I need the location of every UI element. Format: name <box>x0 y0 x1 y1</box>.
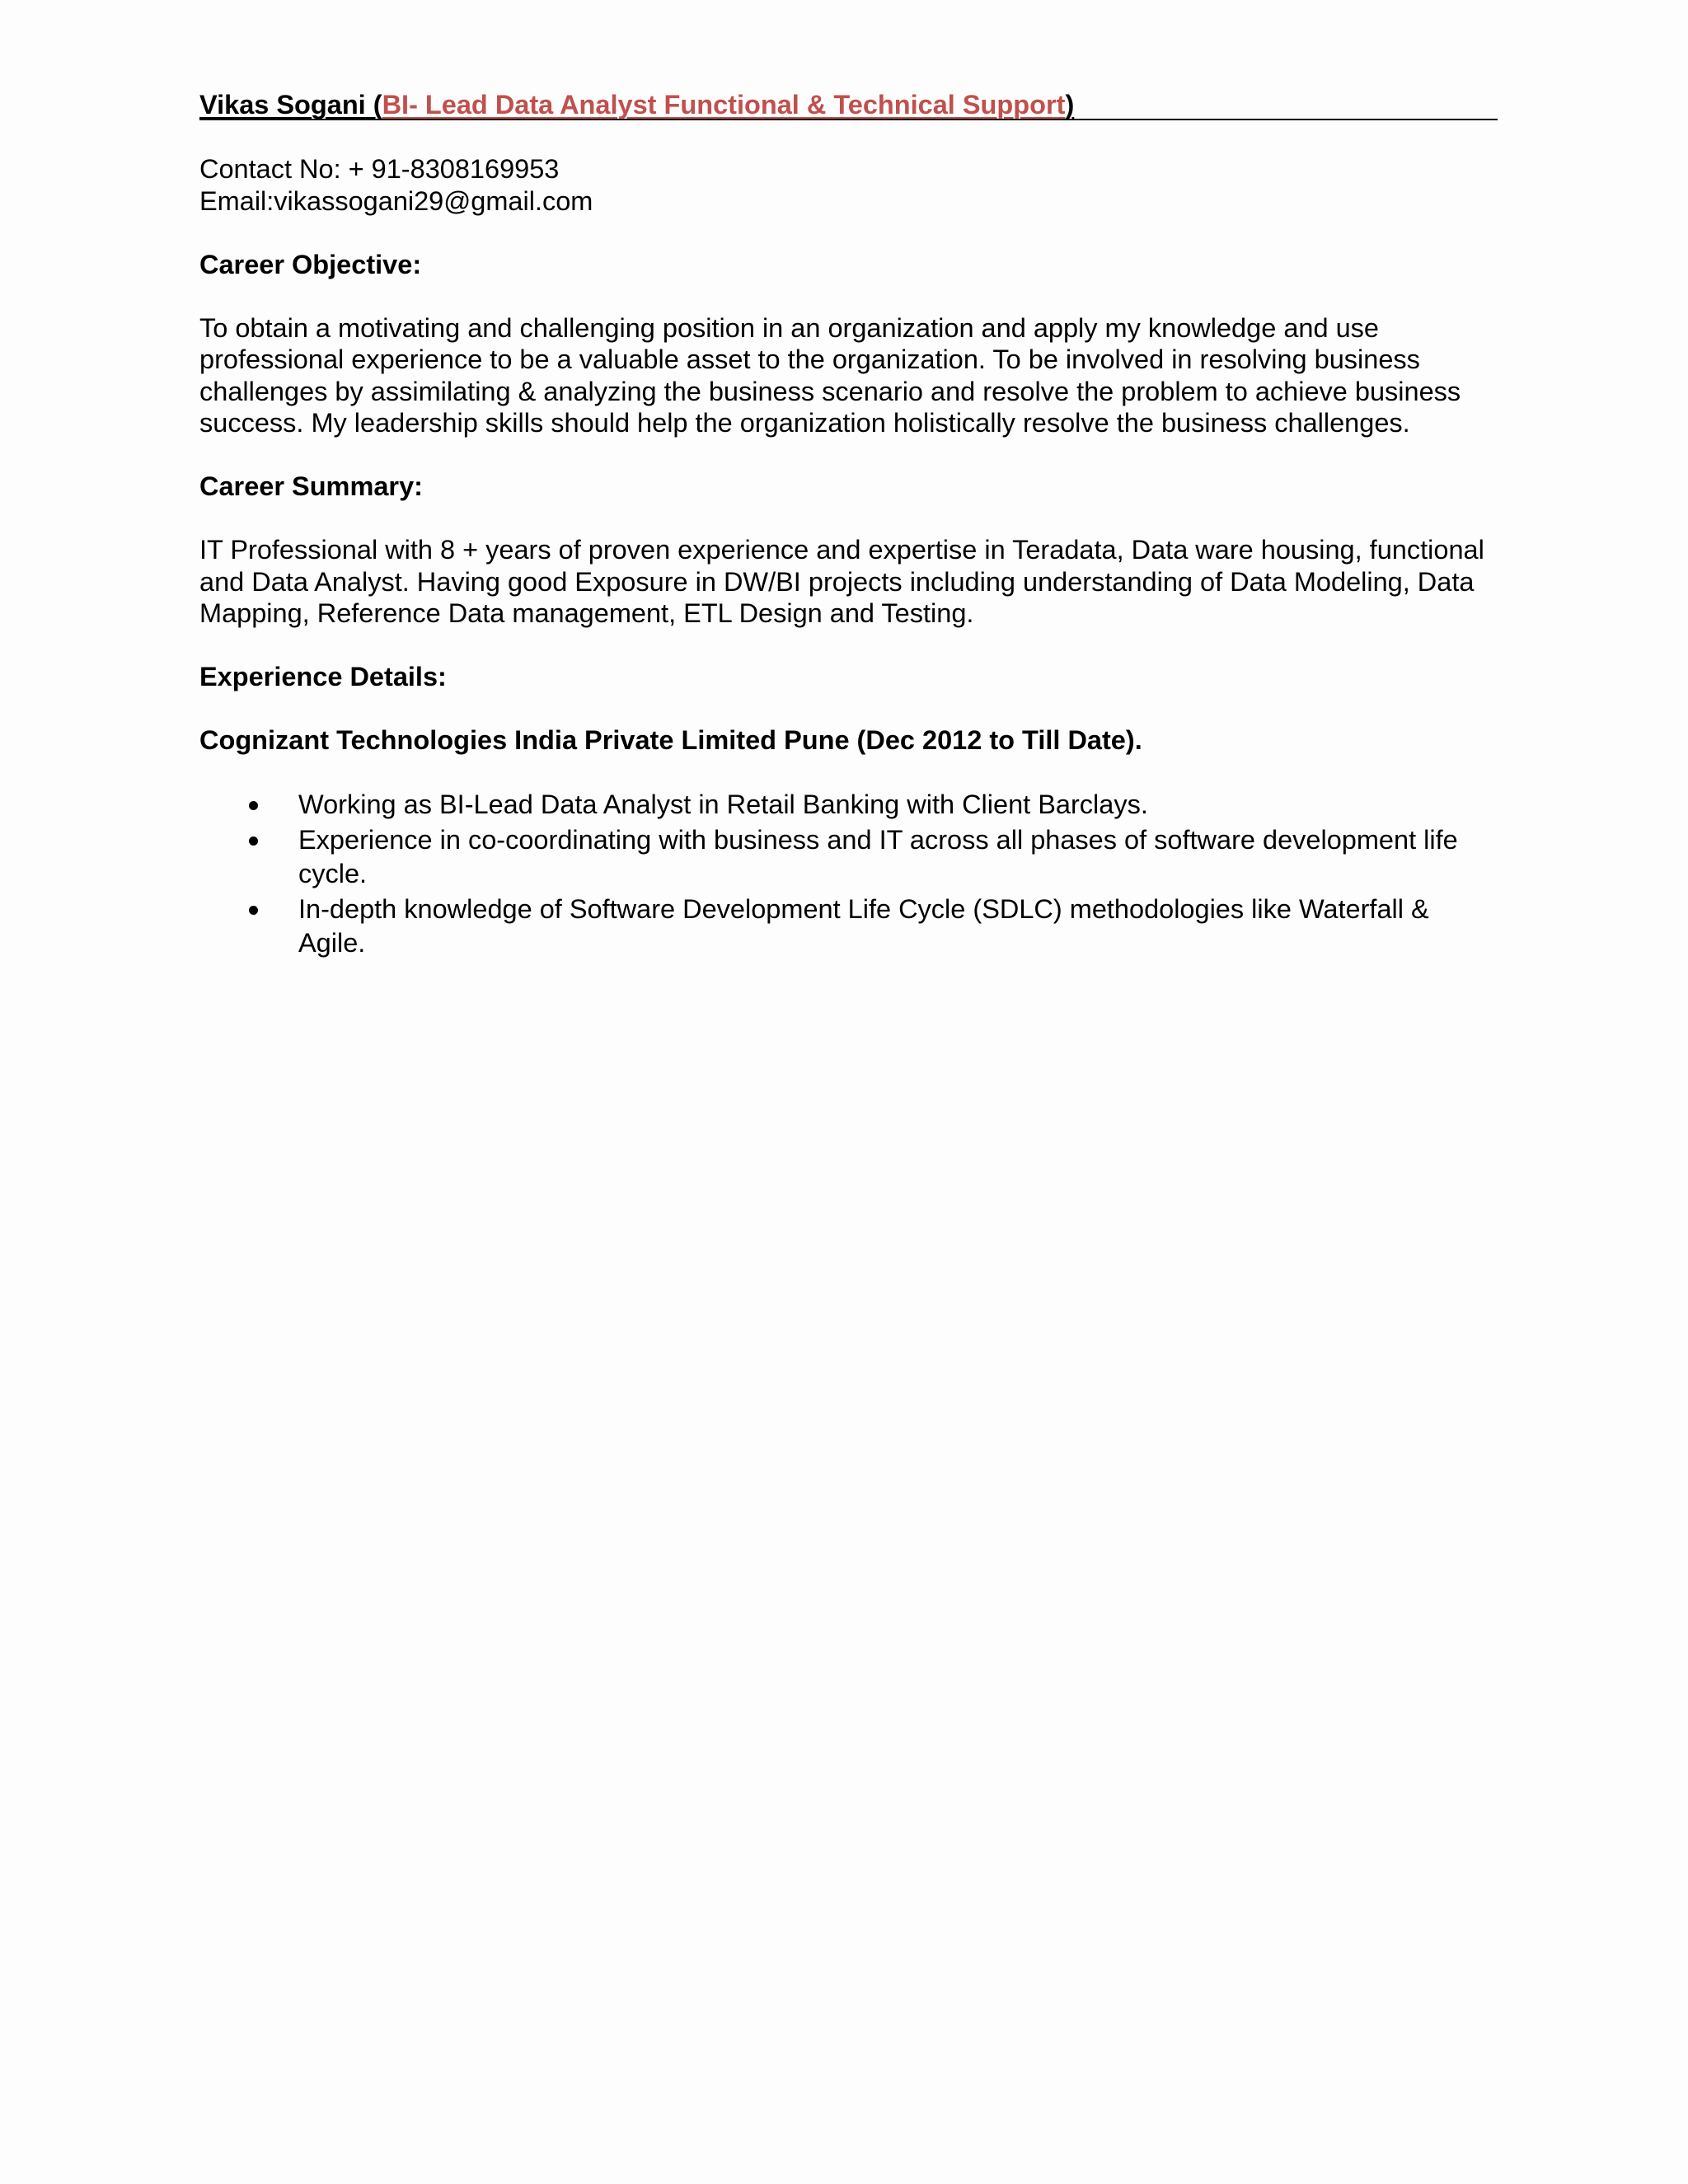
bullet-icon <box>249 837 258 846</box>
list-item <box>199 823 1498 891</box>
resume-header <box>199 89 1498 120</box>
company-line: Cognizant Technologies India Private Limited Pune (Dec 2012 to Till Date). <box>199 725 1142 755</box>
bullet-text: In-depth knowledge of Software Development Life Cycle (SDLC) methodologies like Waterfall & Agile. <box>298 893 1429 958</box>
resume-page <box>199 89 1498 962</box>
contact-block <box>199 153 1498 217</box>
bullet-text: Working as BI-Lead Data Analyst in Retail Banking with Client Barclays. <box>298 789 1148 819</box>
career-summary-text: IT Professional with 8 + years of proven experience and expertise in Teradata, Data ware housing, functional and Data Analyst. Having good Exposure in DW/BI projects including understanding of Data Modeling, Data Mapping, Reference Data management, ETL Design and Testing. <box>199 535 1484 628</box>
candidate-role: BI- Lead Data Analyst Functional & Technical Support <box>382 90 1066 120</box>
experience-bullet-list <box>199 788 1498 960</box>
bullet-icon <box>249 906 258 915</box>
list-item <box>199 788 1498 822</box>
bullet-icon <box>249 801 258 810</box>
career-summary-heading: Career Summary: <box>199 471 423 501</box>
open-paren: ( <box>365 90 382 120</box>
contact-email: Email:vikassogani29@gmail.com <box>199 185 593 216</box>
career-objective-text: To obtain a motivating and challenging position in an organization and apply my knowledge and use professional experience to be a valuable asset to the organization. To be involved in resolving business challenges by assimilating & analyzing the business scenario and resolve the problem to achieve business success. My leadership skills should help the organization holistically resolve the business challenges. <box>199 312 1461 438</box>
bullet-text: Experience in co-coordinating with business and IT across all phases of software development life cycle. <box>298 824 1458 888</box>
close-paren: ) <box>1065 90 1075 120</box>
candidate-name: Vikas Sogani <box>199 90 366 120</box>
contact-phone: Contact No: + 91-8308169953 <box>199 154 560 184</box>
career-objective-heading: Career Objective: <box>199 249 422 279</box>
experience-heading: Experience Details: <box>199 662 447 691</box>
list-item <box>199 893 1498 960</box>
